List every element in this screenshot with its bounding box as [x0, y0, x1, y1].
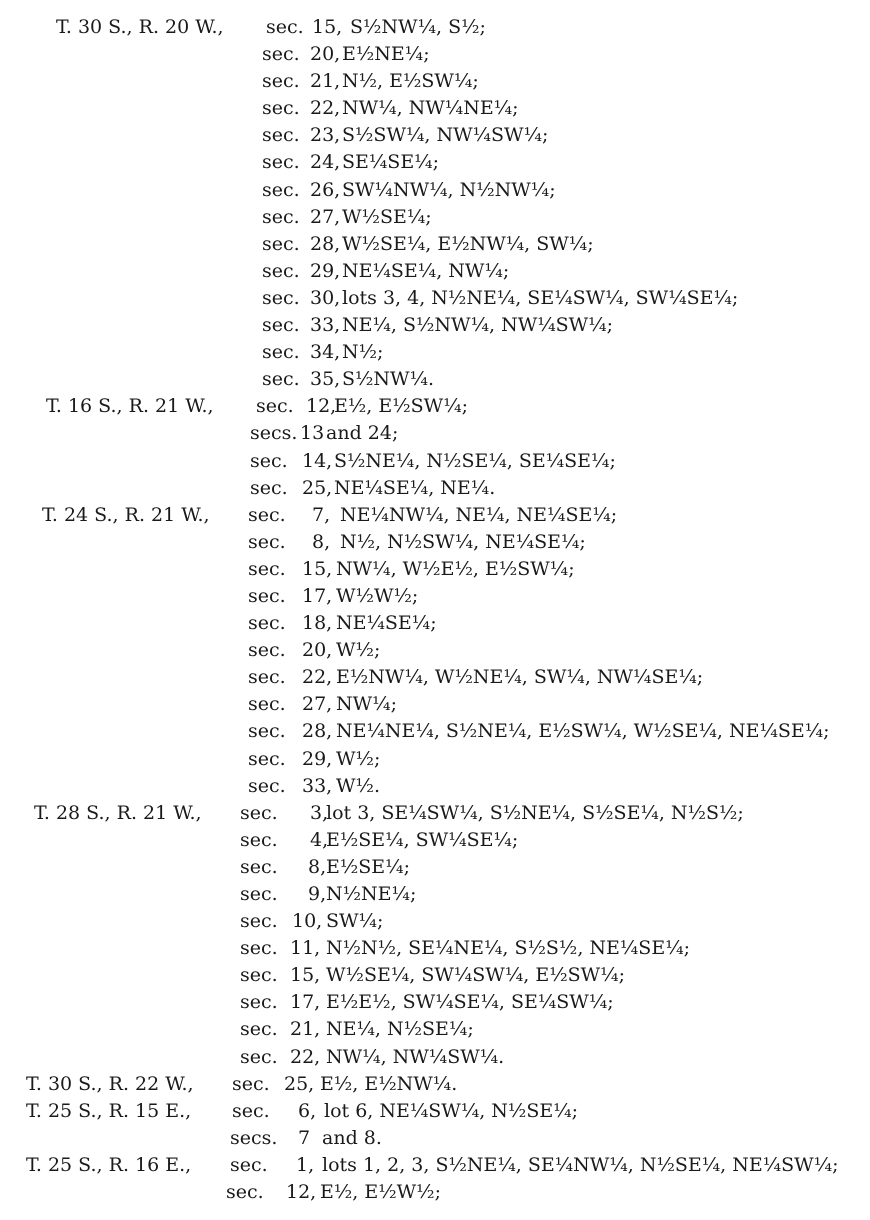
section-entry-row: [0, 1179, 870, 1206]
section-label: secs.: [230, 1126, 278, 1149]
parcel-description: SW¼;: [326, 910, 384, 933]
section-entry-row: [0, 583, 870, 610]
section-label: sec.: [256, 395, 294, 418]
section-number: 7,: [312, 503, 331, 526]
parcel-description: lots 1, 2, 3, S½NE¼, SE¼NW¼, N½SE¼, NE¼SW¼;: [322, 1153, 839, 1176]
section-number: 12,: [306, 395, 337, 418]
section-entry-row: [0, 312, 870, 339]
section-entry-row: [0, 68, 870, 95]
section-label: sec.: [262, 314, 300, 337]
parcel-description: NE¼SE¼, NE¼.: [334, 476, 496, 499]
section-label: sec.: [230, 1153, 268, 1176]
section-label: sec.: [232, 1072, 270, 1095]
parcel-description: and 24;: [326, 422, 399, 445]
section-entry-row: [0, 1125, 870, 1152]
section-entry-row: [0, 95, 870, 122]
section-number: 20,: [302, 639, 333, 662]
section-number: 30,: [310, 286, 341, 309]
parcel-description: W½;: [336, 639, 381, 662]
section-entry-row: [0, 177, 870, 204]
parcel-description: N½N½, SE¼NE¼, S½S½, NE¼SE¼;: [326, 937, 691, 960]
section-label: sec.: [266, 16, 304, 38]
township-range: T. 24 S., R. 21 W.,: [42, 503, 210, 526]
section-number: 29,: [310, 259, 341, 282]
section-entry-row: [0, 475, 870, 502]
section-label: sec.: [248, 639, 286, 662]
section-entry-row: [0, 1044, 870, 1071]
parcel-description: NW¼, NW¼NE¼;: [342, 97, 519, 120]
section-entry-row: [0, 1152, 870, 1179]
parcel-description: SW¼NW¼, N½NW¼;: [342, 178, 556, 201]
section-label: sec.: [248, 584, 286, 607]
section-entry-row: [0, 41, 870, 68]
section-label: sec.: [226, 1181, 264, 1204]
section-number: 3,: [310, 801, 329, 824]
section-label: sec.: [262, 341, 300, 364]
section-entry-row: [0, 448, 870, 475]
section-entry-row: [0, 827, 870, 854]
parcel-description: E½SE¼;: [326, 855, 410, 878]
section-entry-row: [0, 908, 870, 935]
section-number: 22,: [290, 1045, 321, 1068]
parcel-description: N½NE¼;: [326, 883, 417, 905]
section-label: sec.: [262, 286, 300, 309]
section-entry-row: [0, 366, 870, 393]
section-number: 13: [300, 422, 325, 445]
section-entry-row: [0, 204, 870, 231]
section-number: 10,: [292, 910, 323, 933]
township-range: T. 30 S., R. 22 W.,: [26, 1072, 194, 1095]
parcel-description: NE¼NW¼, NE¼, NE¼SE¼;: [340, 503, 618, 526]
section-entry-row: [0, 718, 870, 745]
section-label: sec.: [240, 801, 278, 824]
section-number: 21,: [310, 70, 341, 93]
township-range: T. 30 S., R. 20 W.,: [56, 16, 224, 38]
section-label: sec.: [262, 124, 300, 147]
parcel-description: W½W½;: [336, 584, 419, 607]
section-entry-row: [0, 1071, 870, 1098]
parcel-description: E½, E½W½;: [320, 1181, 441, 1204]
section-label: sec.: [240, 1018, 278, 1041]
section-number: 22,: [302, 666, 333, 689]
section-entry-row: [0, 637, 870, 664]
section-number: 35,: [310, 368, 341, 391]
section-number: 28,: [310, 232, 341, 255]
section-number: 22,: [310, 97, 341, 120]
section-number: 33,: [310, 314, 341, 337]
parcel-description: NE¼NE¼, S½NE¼, E½SW¼, W½SE¼, NE¼SE¼;: [336, 720, 830, 743]
parcel-description: N½, N½SW¼, NE¼SE¼;: [340, 530, 586, 553]
township-range: T. 28 S., R. 21 W.,: [34, 801, 202, 824]
section-number: 8,: [312, 530, 331, 553]
township-range: T. 25 S., R. 16 E.,: [26, 1153, 192, 1176]
section-label: sec.: [240, 855, 278, 878]
section-label: sec.: [262, 178, 300, 201]
section-number: 15,: [290, 964, 321, 987]
parcel-description: E½, E½SW¼;: [334, 395, 469, 418]
parcel-description: E½, E½NW¼.: [320, 1072, 458, 1095]
section-label: sec.: [240, 828, 278, 851]
parcel-description: N½;: [342, 341, 384, 364]
section-number: 17,: [302, 584, 333, 607]
section-number: 17,: [290, 991, 321, 1014]
parcel-description: NE¼SE¼, NW¼;: [342, 259, 510, 282]
section-label: sec.: [248, 720, 286, 743]
section-entry-row: [0, 664, 870, 691]
parcel-description: NE¼SE¼;: [336, 612, 437, 635]
township-range: T. 16 S., R. 21 W.,: [46, 395, 214, 418]
section-number: 14,: [302, 449, 333, 472]
parcel-description: W½;: [336, 747, 381, 770]
parcel-description: SE¼SE¼;: [342, 151, 440, 174]
section-entry-row: [0, 691, 870, 718]
section-number: 27,: [302, 693, 333, 716]
parcel-description: S½SW¼, NW¼SW¼;: [342, 124, 549, 147]
section-label: sec.: [232, 1099, 270, 1122]
parcel-description: W½SE¼, SW¼SW¼, E½SW¼;: [326, 964, 625, 987]
section-label: sec.: [248, 774, 286, 797]
section-number: 25,: [284, 1072, 315, 1095]
section-entry-row: [0, 502, 870, 529]
section-number: 26,: [310, 178, 341, 201]
section-label: sec.: [240, 1045, 278, 1068]
section-number: 25,: [302, 476, 333, 499]
parcel-description: NW¼, NW¼SW¼.: [326, 1045, 505, 1068]
parcel-description: E½SE¼, SW¼SE¼;: [326, 828, 519, 851]
section-entry-row: [0, 1098, 870, 1125]
section-entry-row: [0, 339, 870, 366]
section-entry-row: [0, 556, 870, 583]
parcel-description: lots 3, 4, N½NE¼, SE¼SW¼, SW¼SE¼;: [342, 286, 739, 309]
parcel-description: lot 6, NE¼SW¼, N½SE¼;: [324, 1099, 579, 1122]
section-label: sec.: [262, 232, 300, 255]
section-entry-row: [0, 420, 870, 447]
section-entry-row: [0, 122, 870, 149]
section-entry-row: [0, 773, 870, 800]
section-label: sec.: [248, 666, 286, 689]
section-label: secs.: [250, 422, 298, 445]
section-label: sec.: [248, 530, 286, 553]
section-entry-row: [0, 529, 870, 556]
parcel-description: S½NW¼.: [342, 368, 435, 391]
parcel-description: W½.: [336, 774, 380, 797]
section-label: sec.: [262, 368, 300, 391]
section-number: 23,: [310, 124, 341, 147]
section-label: sec.: [262, 151, 300, 174]
section-number: 8,: [308, 855, 327, 878]
parcel-description: E½E½, SW¼SE¼, SE¼SW¼;: [326, 991, 614, 1014]
section-number: 15,: [302, 557, 333, 580]
parcel-description: W½SE¼;: [342, 205, 432, 228]
parcel-description: S½NE¼, N½SE¼, SE¼SE¼;: [334, 449, 616, 472]
section-entry-row: [0, 935, 870, 962]
section-number: 7: [298, 1126, 311, 1149]
section-label: sec.: [240, 964, 278, 987]
section-label: sec.: [262, 259, 300, 282]
section-entry-row: [0, 746, 870, 773]
section-number: 20,: [310, 43, 341, 66]
section-label: sec.: [250, 476, 288, 499]
section-label: sec.: [248, 612, 286, 635]
parcel-description: lot 3, SE¼SW¼, S½NE¼, S½SE¼, N½S½;: [326, 801, 744, 824]
section-label: sec.: [262, 70, 300, 93]
section-entry-row: [0, 258, 870, 285]
parcel-description: and 8.: [322, 1126, 382, 1149]
section-entry-row: [0, 14, 870, 41]
section-label: sec.: [248, 557, 286, 580]
section-number: 33,: [302, 774, 333, 797]
section-entry-row: [0, 610, 870, 637]
section-number: 6,: [298, 1099, 317, 1122]
section-label: sec.: [248, 503, 286, 526]
section-label: sec.: [240, 910, 278, 933]
section-label: sec.: [248, 693, 286, 716]
parcel-description: W½SE¼, E½NW¼, SW¼;: [342, 232, 594, 255]
section-entry-row: [0, 1016, 870, 1043]
section-number: 1,: [296, 1153, 315, 1176]
parcel-description: NW¼, W½E½, E½SW¼;: [336, 557, 575, 580]
section-entry-row: [0, 854, 870, 881]
parcel-description: E½NE¼;: [342, 43, 430, 66]
section-number: 12,: [286, 1181, 317, 1204]
township-range: T. 25 S., R. 15 E.,: [26, 1099, 192, 1122]
section-entry-row: [0, 989, 870, 1016]
section-label: sec.: [250, 449, 288, 472]
section-number: 18,: [302, 612, 333, 635]
section-label: sec.: [240, 937, 278, 960]
section-label: sec.: [262, 205, 300, 228]
parcel-description: NE¼, N½SE¼;: [326, 1018, 474, 1041]
section-label: sec.: [248, 747, 286, 770]
section-number: 11,: [290, 937, 321, 960]
parcel-description: E½NW¼, W½NE¼, SW¼, NW¼SE¼;: [336, 666, 704, 689]
section-number: 34,: [310, 341, 341, 364]
section-entry-row: [0, 962, 870, 989]
parcel-description: NW¼;: [336, 693, 397, 716]
section-number: 27,: [310, 205, 341, 228]
section-entry-row: [0, 393, 870, 420]
section-entry-row: [0, 881, 870, 908]
section-label: sec.: [240, 991, 278, 1014]
land-description-list: [0, 14, 870, 1206]
section-number: 24,: [310, 151, 341, 174]
section-label: sec.: [262, 43, 300, 66]
section-entry-row: [0, 800, 870, 827]
section-number: 4,: [310, 828, 329, 851]
parcel-description: S½NW¼, S½;: [350, 16, 486, 38]
section-entry-row: [0, 285, 870, 312]
section-number: 29,: [302, 747, 333, 770]
section-label: sec.: [262, 97, 300, 120]
parcel-description: NE¼, S½NW¼, NW¼SW¼;: [342, 314, 614, 337]
section-number: 28,: [302, 720, 333, 743]
section-number: 15,: [312, 16, 343, 38]
section-label: sec.: [240, 883, 278, 905]
section-entry-row: [0, 149, 870, 176]
section-entry-row: [0, 231, 870, 258]
parcel-description: N½, E½SW¼;: [342, 70, 479, 93]
section-number: 9,: [308, 883, 327, 905]
section-number: 21,: [290, 1018, 321, 1041]
